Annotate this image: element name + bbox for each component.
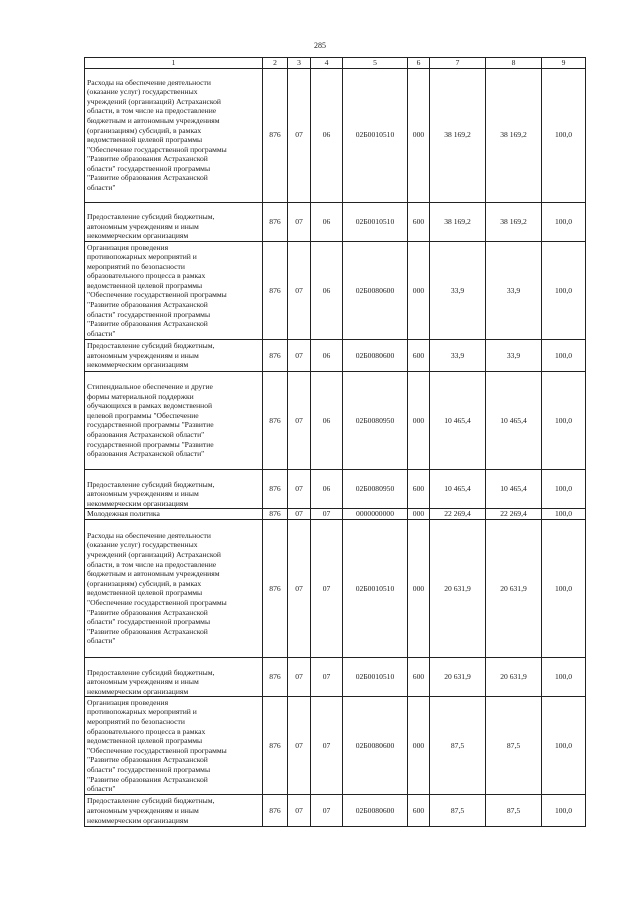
cell-subsection: 06	[311, 469, 343, 508]
header-cell: 8	[486, 58, 542, 69]
cell-chapter: 876	[263, 509, 288, 520]
cell-actual-amount: 10 465,4	[486, 371, 542, 469]
cell-section: 07	[288, 657, 311, 696]
header-cell: 3	[288, 58, 311, 69]
cell-target-article: 02Б0080950	[343, 469, 408, 508]
cell-subsection: 07	[311, 697, 343, 795]
cell-actual-amount: 38 169,2	[486, 68, 542, 202]
cell-expense-type: 000	[408, 519, 430, 657]
cell-percent: 100,0	[542, 202, 586, 241]
cell-actual-amount: 87,5	[486, 795, 542, 827]
cell-plan-amount: 38 169,2	[430, 68, 486, 202]
cell-section: 07	[288, 68, 311, 202]
cell-target-article: 02Б0010510	[343, 657, 408, 696]
cell-subsection: 07	[311, 657, 343, 696]
cell-section: 07	[288, 202, 311, 241]
cell-actual-amount: 33,9	[486, 339, 542, 371]
cell-actual-amount: 87,5	[486, 697, 542, 795]
header-cell: 1	[85, 58, 263, 69]
cell-actual-amount: 20 631,9	[486, 519, 542, 657]
row-label: Стипендиальное обеспечение и другие формы материальной поддержки обучающихся в рамках ведомственной целевой программы "Обеспечение государственной программы "Развитие образования Астраханской области" государственной программы "Развитие образования Астраханской области"	[85, 371, 263, 469]
cell-actual-amount: 22 269,4	[486, 509, 542, 520]
table-row	[85, 339, 586, 371]
cell-percent: 100,0	[542, 241, 586, 339]
row-label: Предоставление субсидий бюджетным, автономным учреждениям и иным некоммерческим организациям	[85, 795, 263, 827]
cell-chapter: 876	[263, 657, 288, 696]
cell-percent: 100,0	[542, 339, 586, 371]
cell-plan-amount: 87,5	[430, 697, 486, 795]
cell-percent: 100,0	[542, 68, 586, 202]
cell-plan-amount: 20 631,9	[430, 657, 486, 696]
cell-chapter: 876	[263, 469, 288, 508]
header-cell: 2	[263, 58, 288, 69]
header-cell: 5	[343, 58, 408, 69]
cell-subsection: 07	[311, 519, 343, 657]
table-row	[85, 202, 586, 241]
cell-actual-amount: 20 631,9	[486, 657, 542, 696]
header-cell: 4	[311, 58, 343, 69]
cell-target-article: 02Б0080600	[343, 241, 408, 339]
cell-plan-amount: 20 631,9	[430, 519, 486, 657]
cell-percent: 100,0	[542, 795, 586, 827]
row-label: Предоставление субсидий бюджетным, автономным учреждениям и иным некоммерческим организациям	[85, 657, 263, 696]
cell-target-article: 02Б0010510	[343, 68, 408, 202]
cell-plan-amount: 38 169,2	[430, 202, 486, 241]
cell-chapter: 876	[263, 371, 288, 469]
cell-chapter: 876	[263, 795, 288, 827]
cell-section: 07	[288, 339, 311, 371]
cell-target-article: 02Б0080600	[343, 339, 408, 371]
table-row	[85, 657, 586, 696]
cell-expense-type: 600	[408, 202, 430, 241]
table-header-row	[85, 58, 586, 69]
cell-target-article: 02Б0080950	[343, 371, 408, 469]
cell-plan-amount: 22 269,4	[430, 509, 486, 520]
cell-actual-amount: 33,9	[486, 241, 542, 339]
row-label: Расходы на обеспечение деятельности (оказание услуг) государственных учреждений (организаций) Астраханской области, в том числе на предоставление бюджетным и автономным учреждениям (организациям) субсидий, в рамках ведомственной целевой программы "Обеспечение государственной программы "Развитие образования Астраханской области" государственной программы "Развитие образования Астраханской области"	[85, 519, 263, 657]
row-label: Молодежная политика	[85, 509, 263, 520]
row-label: Предоставление субсидий бюджетным, автономным учреждениям и иным некоммерческим организациям	[85, 469, 263, 508]
cell-expense-type: 600	[408, 339, 430, 371]
cell-plan-amount: 87,5	[430, 795, 486, 827]
table-row	[85, 697, 586, 795]
table-row	[85, 509, 586, 520]
cell-section: 07	[288, 469, 311, 508]
cell-subsection: 06	[311, 202, 343, 241]
table-row	[85, 469, 586, 508]
cell-percent: 100,0	[542, 469, 586, 508]
cell-actual-amount: 10 465,4	[486, 469, 542, 508]
cell-chapter: 876	[263, 68, 288, 202]
budget-table	[84, 57, 586, 827]
cell-actual-amount: 38 169,2	[486, 202, 542, 241]
cell-target-article: 02Б0080600	[343, 795, 408, 827]
cell-percent: 100,0	[542, 519, 586, 657]
cell-target-article: 02Б0010510	[343, 202, 408, 241]
cell-target-article: 02Б0010510	[343, 519, 408, 657]
table-row	[85, 68, 586, 202]
header-cell: 7	[430, 58, 486, 69]
table-row	[85, 519, 586, 657]
cell-expense-type: 600	[408, 657, 430, 696]
cell-percent: 100,0	[542, 509, 586, 520]
page-number: 285	[314, 41, 326, 50]
table-row	[85, 371, 586, 469]
row-label: Организация проведения противопожарных мероприятий и мероприятий по безопасности образовательного процесса в рамках ведомственной целевой программы "Обеспечение государственной программы "Развитие образования Астраханской области" государственной программы "Развитие образования Астраханской области"	[85, 697, 263, 795]
cell-percent: 100,0	[542, 697, 586, 795]
cell-subsection: 07	[311, 795, 343, 827]
cell-subsection: 07	[311, 509, 343, 520]
cell-chapter: 876	[263, 241, 288, 339]
cell-section: 07	[288, 509, 311, 520]
table-row	[85, 241, 586, 339]
cell-expense-type: 600	[408, 795, 430, 827]
row-label: Предоставление субсидий бюджетным, автономным учреждениям и иным некоммерческим организациям	[85, 339, 263, 371]
cell-subsection: 06	[311, 68, 343, 202]
cell-expense-type: 000	[408, 241, 430, 339]
cell-target-article: 02Б0080600	[343, 697, 408, 795]
cell-plan-amount: 33,9	[430, 241, 486, 339]
cell-expense-type: 600	[408, 469, 430, 508]
row-label: Организация проведения противопожарных мероприятий и мероприятий по безопасности образовательного процесса в рамках ведомственной целевой программы "Обеспечение государственной программы "Развитие образования Астраханской области" государственной программы "Развитие образования Астраханской области"	[85, 241, 263, 339]
row-label: Расходы на обеспечение деятельности (оказание услуг) государственных учреждений (организаций) Астраханской области, в том числе на предоставление бюджетным и автономным учреждениям (организациям) субсидий, в рамках ведомственной целевой программы "Обеспечение государственной программы "Развитие образования Астраханской области" государственной программы "Развитие образования Астраханской области"	[85, 68, 263, 202]
cell-plan-amount: 10 465,4	[430, 469, 486, 508]
table-row	[85, 795, 586, 827]
cell-section: 07	[288, 371, 311, 469]
header-cell: 9	[542, 58, 586, 69]
cell-section: 07	[288, 241, 311, 339]
cell-section: 07	[288, 519, 311, 657]
cell-expense-type: 000	[408, 371, 430, 469]
cell-chapter: 876	[263, 519, 288, 657]
row-label: Предоставление субсидий бюджетным, автономным учреждениям и иным некоммерческим организациям	[85, 202, 263, 241]
cell-target-article: 0000000000	[343, 509, 408, 520]
cell-expense-type: 000	[408, 509, 430, 520]
cell-expense-type: 000	[408, 68, 430, 202]
cell-percent: 100,0	[542, 371, 586, 469]
cell-plan-amount: 10 465,4	[430, 371, 486, 469]
cell-plan-amount: 33,9	[430, 339, 486, 371]
cell-subsection: 06	[311, 241, 343, 339]
cell-chapter: 876	[263, 339, 288, 371]
cell-section: 07	[288, 795, 311, 827]
cell-subsection: 06	[311, 339, 343, 371]
cell-section: 07	[288, 697, 311, 795]
cell-expense-type: 000	[408, 697, 430, 795]
cell-subsection: 06	[311, 371, 343, 469]
cell-percent: 100,0	[542, 657, 586, 696]
cell-chapter: 876	[263, 202, 288, 241]
cell-chapter: 876	[263, 697, 288, 795]
header-cell: 6	[408, 58, 430, 69]
